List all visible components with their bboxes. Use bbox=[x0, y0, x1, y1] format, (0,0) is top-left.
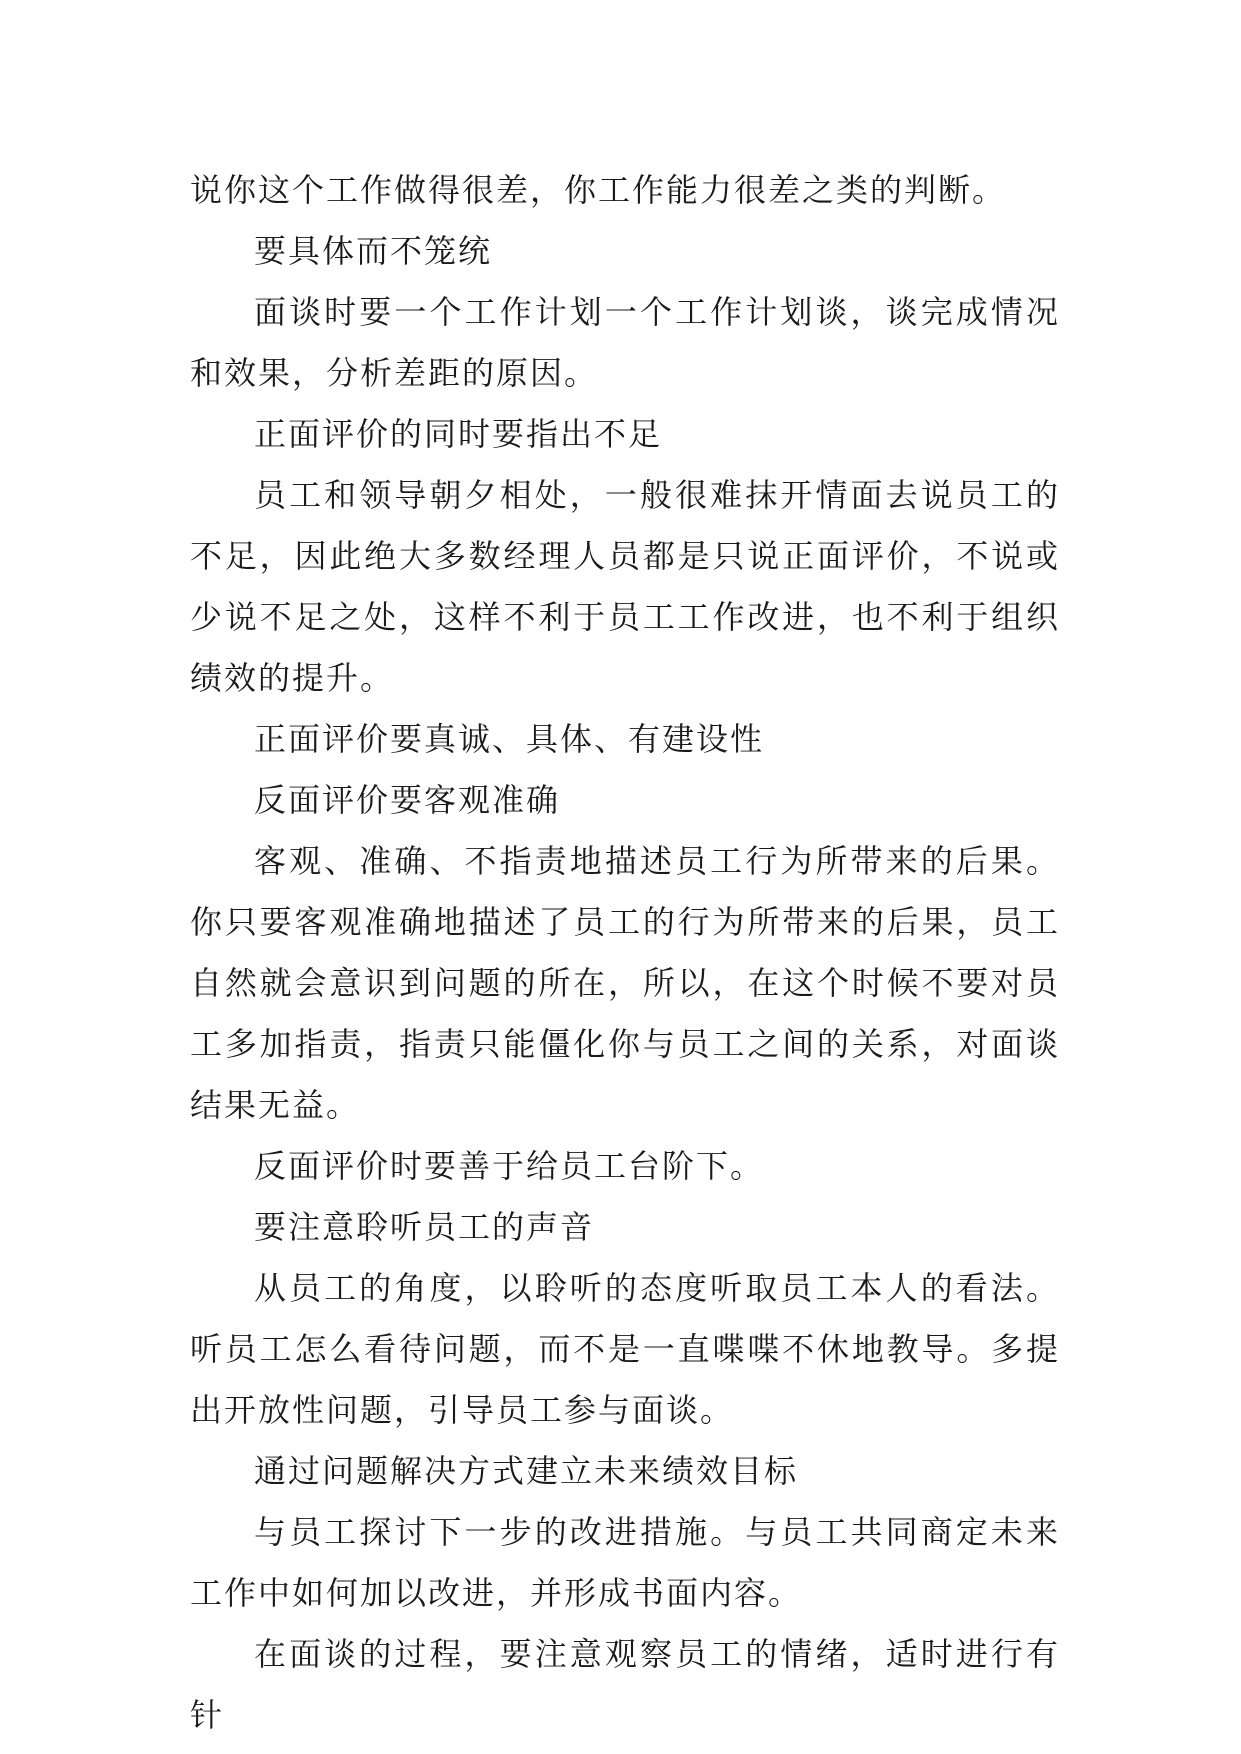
paragraph: 反面评价时要善于给员工台阶下。 bbox=[254, 1147, 765, 1185]
section-heading: 正面评价要真诚、具体、有建设性 bbox=[254, 720, 765, 758]
section-heading: 要注意聆听员工的声音 bbox=[254, 1208, 595, 1246]
paragraph: 从员工的角度，以聆听的态度听取员工本人的看法。听员工怎么看待问题，而不是一直喋喋不休地教导。多提出开放性问题，引导员工参与面谈。 bbox=[190, 1269, 1060, 1429]
section-heading: 要具体而不笼统 bbox=[254, 232, 493, 270]
paragraph: 说你这个工作做得很差，你工作能力很差之类的判断。 bbox=[190, 171, 1007, 209]
section-heading: 反面评价要客观准确 bbox=[254, 781, 561, 819]
paragraph: 面谈时要一个工作计划一个工作计划谈，谈完成情况和效果，分析差距的原因。 bbox=[190, 293, 1060, 392]
paragraph: 员工和领导朝夕相处，一般很难抹开情面去说员工的不足，因此绝大多数经理人员都是只说正面评价，不说或少说不足之处，这样不利于员工工作改进，也不利于组织绩效的提升。 bbox=[190, 476, 1060, 697]
section-heading: 通过问题解决方式建立未来绩效目标 bbox=[254, 1452, 799, 1490]
section-heading: 正面评价的同时要指出不足 bbox=[254, 415, 663, 453]
paragraph: 在面谈的过程，要注意观察员工的情绪，适时进行有针 bbox=[190, 1635, 1060, 1734]
paragraph: 客观、准确、不指责地描述员工行为所带来的后果。你只要客观准确地描述了员工的行为所带来的后果，员工自然就会意识到问题的所在，所以，在这个时候不要对员工多加指责，指责只能僵化你与员工之间的关系，对面谈结果无益。 bbox=[190, 842, 1060, 1124]
paragraph: 与员工探讨下一步的改进措施。与员工共同商定未来工作中如何加以改进，并形成书面内容。 bbox=[190, 1513, 1060, 1612]
document-body bbox=[190, 160, 1060, 1746]
